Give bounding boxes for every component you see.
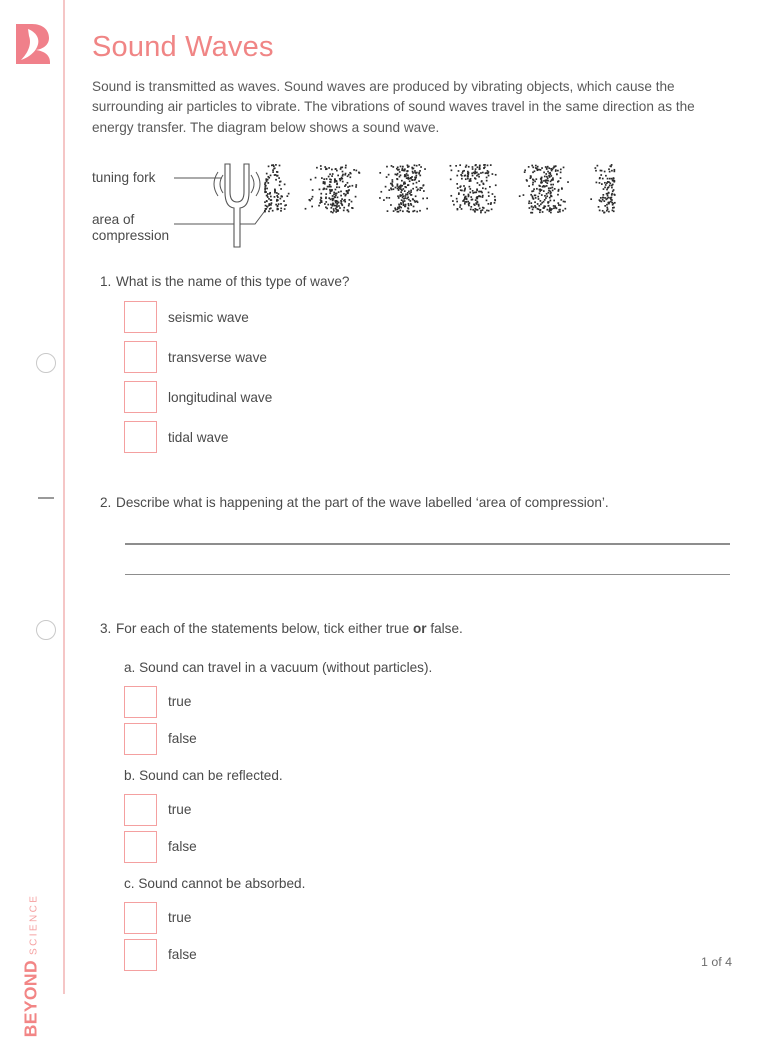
tuning-fork-shape [225,164,249,247]
q3-statement-b: b. Sound can be reflected. [124,767,283,783]
particle-field [264,164,616,214]
question-3-number: 3. [100,620,112,636]
q2-answer-line-2[interactable] [125,574,730,575]
question-1-text: What is the name of this type of wave? [116,274,350,290]
q1-label-longitudinal-wave: longitudinal wave [168,389,273,405]
q1-option-seismic-wave[interactable] [92,301,740,333]
q3a-label-true: true [168,693,192,709]
hole-punch-dash-mark [38,497,54,499]
q3c-label-true: true [168,909,192,925]
hole-punch-mark-top [36,353,56,373]
question-3-text [116,619,740,638]
question-2-number: 2. [100,495,112,511]
q3b-checkbox-false[interactable] [124,831,157,863]
q3a-checkbox-true[interactable] [124,686,157,718]
q1-checkbox-longitudinal-wave[interactable] [124,381,157,413]
question-1-block [92,272,740,453]
question-3-text-bold: or [412,620,427,636]
question-2-block [92,493,740,574]
q1-label-tidal-wave: tidal wave [168,429,229,445]
q3a-label-false: false [168,730,197,746]
q1-checkbox-seismic-wave[interactable] [124,301,157,333]
q3a-option-false[interactable] [92,723,740,755]
worksheet-content [92,0,740,971]
margin-rule-line [63,0,65,994]
q3b-option-false[interactable] [92,831,740,863]
question-3-row [92,619,740,638]
page-title: Sound Waves [92,31,274,63]
q3c-option-true[interactable] [92,902,740,934]
q3c-checkbox-false[interactable] [124,939,157,971]
diagram-label-area-of-compression-line1: area of [92,212,135,228]
q3b-label-false: false [168,838,197,854]
question-2-text: Describe what is happening at the part of the wave labelled ‘area of compression’. [116,495,609,511]
q1-option-longitudinal-wave[interactable] [92,381,740,413]
q1-checkbox-transverse-wave[interactable] [124,341,157,373]
question-3-text-before: For each of the statements below, tick either true [116,620,413,636]
page-indicator: 1 of 4 [700,955,732,969]
q3b-label-true: true [168,801,192,817]
question-3-text-after: false. [426,620,463,636]
q1-checkbox-tidal-wave[interactable] [124,421,157,453]
intro-paragraph: Sound is transmitted as waves. Sound waves are produced by vibrating objects, which cause the surrounding air particles to vibrate. The vibrations of sound waves travel in the same direction as the energy transfer. The diagram below shows a sound wave. [92,78,695,135]
q2-answer-line-1[interactable] [125,543,730,544]
q3c-checkbox-true[interactable] [124,902,157,934]
question-3-block [92,619,740,971]
q1-label-transverse-wave: transverse wave [168,349,267,365]
hole-punch-mark-bottom [36,620,56,640]
brand-name-secondary: SCIENCE [28,893,40,955]
beyond-b-logo-icon [12,22,54,66]
q3b-checkbox-true[interactable] [124,794,157,826]
diagram-label-tuning-fork: tuning fork [92,170,156,186]
q3c-label-false: false [168,946,197,962]
leader-line-area-of-compression [174,204,270,224]
question-1-number: 1. [100,274,112,290]
q3a-option-true[interactable] [92,686,740,718]
q3a-checkbox-false[interactable] [124,723,157,755]
q1-option-tidal-wave[interactable] [92,421,740,453]
q3c-option-false[interactable] [92,939,740,971]
q3-statement-a: a. Sound can travel in a vacuum (without particles). [124,659,433,675]
question-1-row [92,272,740,291]
q3-statement-c: c. Sound cannot be absorbed. [124,875,306,891]
diagram-label-area-of-compression-line2: compression [92,228,170,244]
brand-name-primary: BEYOND [20,959,41,1037]
q1-label-seismic-wave: seismic wave [168,309,249,325]
sound-wave-diagram [92,162,740,254]
brand-footer-vertical [14,786,48,1037]
q1-option-transverse-wave[interactable] [92,341,740,373]
q3b-option-true[interactable] [92,794,740,826]
question-2-row [92,493,740,512]
